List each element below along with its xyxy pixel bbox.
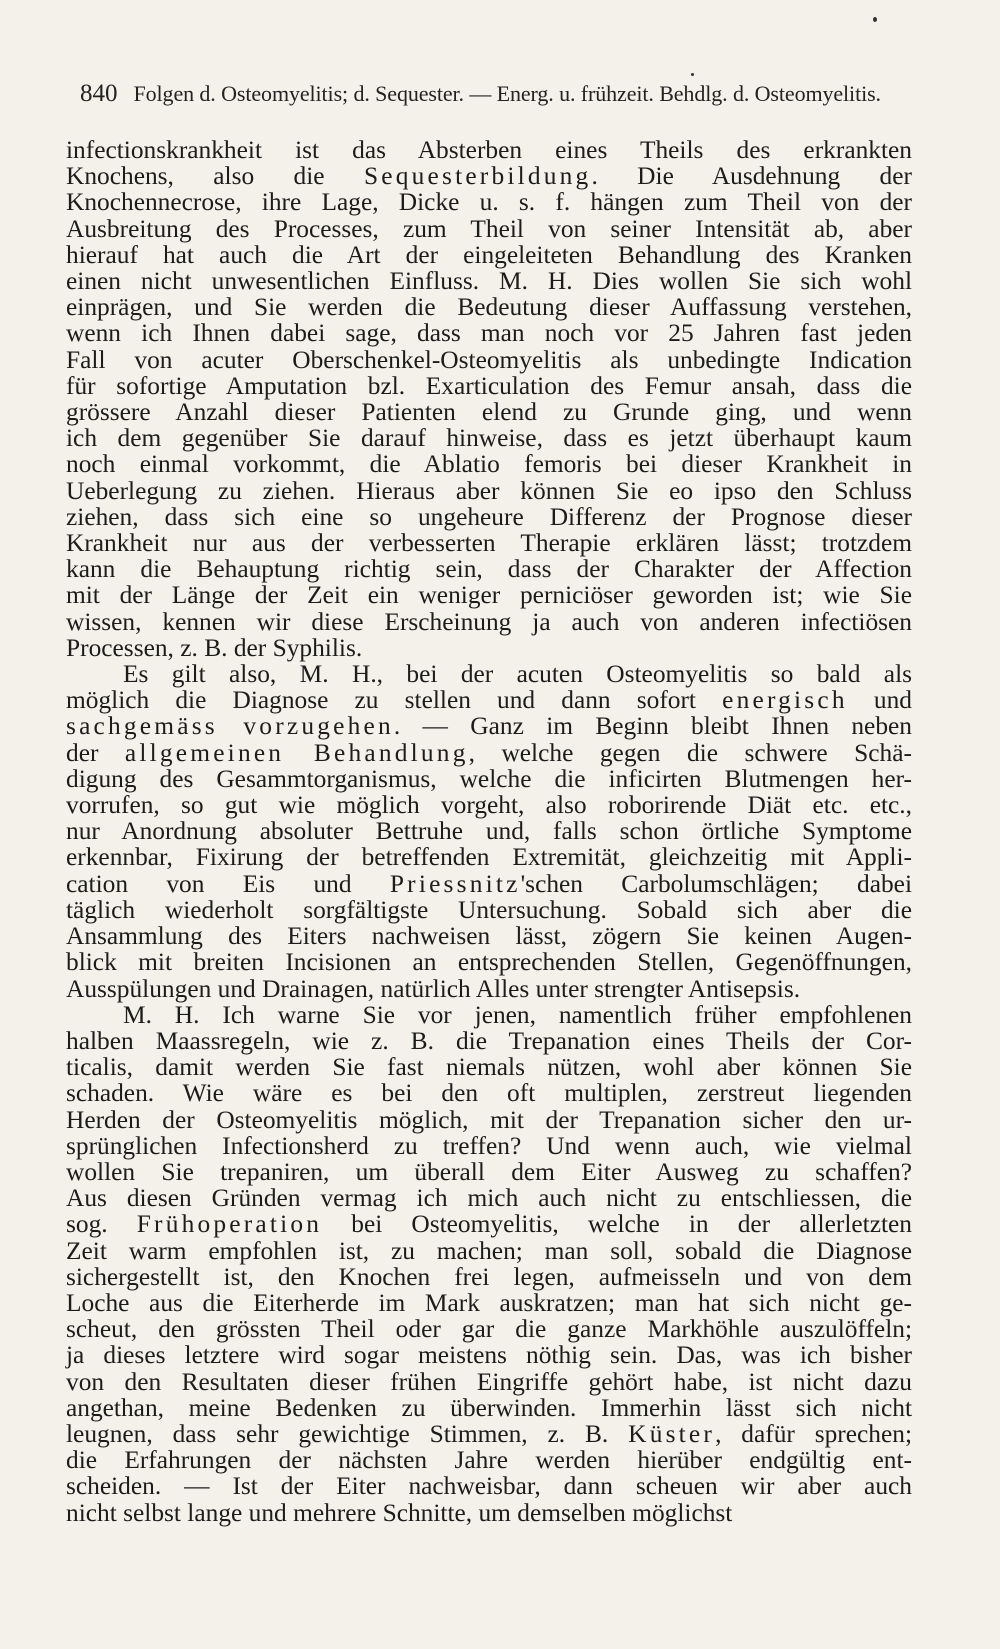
text-line	[66, 687, 912, 713]
text-line	[66, 189, 912, 215]
text-line	[66, 530, 912, 556]
text-segment: ja dieses letztere wird sogar meistens nöthig sein. Das, was ich bisher	[66, 1341, 912, 1370]
text-line	[66, 137, 912, 163]
text-segment: der	[66, 738, 125, 767]
text-segment: Ausbreitung des Processes, zum Theil von seiner Intensität ab, aber	[66, 214, 912, 243]
text-line	[66, 1447, 912, 1473]
text-segment: und	[847, 686, 912, 715]
text-line	[66, 216, 912, 242]
text-segment: noch einmal vorkommt, die Ablatio femoris bei dieser Krankheit in	[66, 450, 912, 479]
text-line	[66, 1500, 912, 1526]
text-segment: . — Ganz im Beginn bleibt Ihnen neben	[393, 712, 912, 741]
text-segment: bei Osteomyelitis, welche in der allerletzten	[322, 1210, 912, 1239]
text-segment: einprägen, und Sie werden die Bedeutung dieser Auffassung verstehen,	[66, 293, 912, 322]
page-number: 840	[80, 80, 118, 107]
spaced-emphasis: Priessnitz	[389, 869, 521, 898]
text-segment: wissen, kennen wir diese Erscheinung ja auch von anderen infectiösen	[66, 607, 912, 636]
spaced-emphasis: energisch	[722, 686, 848, 715]
text-line	[66, 1028, 912, 1054]
text-line	[66, 1054, 912, 1080]
text-line	[66, 635, 912, 661]
text-segment: wenn ich Ihnen dabei sage, dass man noch vor 25 Jahren fast jeden	[66, 319, 912, 348]
text-segment: ich dem gegenüber Sie darauf hinweise, dass es jetzt überhaupt kaum	[66, 424, 912, 453]
text-line	[66, 1133, 912, 1159]
text-line	[66, 1002, 912, 1028]
text-line	[66, 1080, 912, 1106]
text-segment: Knochens, also die	[66, 162, 364, 191]
text-line	[66, 1290, 912, 1316]
text-line	[66, 923, 912, 949]
text-line	[66, 1473, 912, 1499]
text-segment: halben Maassregeln, wie z. B. die Trepanation eines Theils der Cor-	[66, 1026, 912, 1055]
text-segment: Zeit warm empfohlen ist, zu machen; man soll, sobald die Diagnose	[66, 1236, 912, 1265]
text-line	[66, 163, 912, 189]
text-segment: nicht selbst lange und mehrere Schnitte, um demselben möglichst	[66, 1498, 733, 1527]
text-line	[66, 1342, 912, 1368]
text-segment: Processen, z. B. der Syphilis.	[66, 633, 363, 662]
text-line	[66, 1369, 912, 1395]
text-line	[66, 294, 912, 320]
text-segment: cation von Eis und	[66, 869, 390, 898]
text-line	[66, 1264, 912, 1290]
text-line	[66, 1185, 912, 1211]
text-line	[66, 1395, 912, 1421]
page-header	[80, 80, 915, 108]
running-head: Folgen d. Osteomyelitis; d. Sequester. — Energ. u. frühzeit. Behdlg. d. Osteomyelitis.	[133, 81, 881, 106]
spaced-emphasis: sachgemäss vorzugehen	[66, 712, 394, 741]
text-line	[66, 897, 912, 923]
text-line	[66, 320, 912, 346]
text-segment: leugnen, dass sehr gewichtige Stimmen, z. B.	[66, 1419, 629, 1448]
text-segment: Aus diesen Gründen vermag ich mich auch nicht zu entschliessen, die	[66, 1184, 912, 1213]
text-line	[66, 976, 912, 1002]
text-segment: Fall von acuter Oberschenkel-Osteomyelitis als unbedingte Indication	[66, 345, 912, 374]
text-line	[66, 504, 912, 530]
text-line	[66, 1316, 912, 1342]
text-segment: mit der Länge der Zeit ein weniger perniciöser geworden ist; wie Sie	[66, 581, 912, 610]
text-segment: nur Anordnung absoluter Bettruhe und, falls schon örtliche Symptome	[66, 817, 912, 846]
text-segment: Herden der Osteomyelitis möglich, mit der Trepanation sicher den ur-	[66, 1105, 912, 1134]
text-segment: täglich wiederholt sorgfältigste Untersuchung. Sobald sich aber die	[66, 895, 912, 924]
text-segment: wollen Sie trepaniren, um überall dem Eiter Ausweg zu schaffen?	[66, 1157, 912, 1186]
text-line	[66, 399, 912, 425]
text-segment: Ansammlung des Eiters nachweisen lässt, zögern Sie keinen Augen-	[66, 922, 912, 951]
text-segment: schaden. Wie wäre es bei den oft multiplen, zerstreut liegenden	[66, 1079, 912, 1108]
text-segment: Loche aus die Eiterherde im Mark auskratzen; man hat sich nicht ge-	[66, 1288, 912, 1317]
text-segment: blick mit breiten Incisionen an entsprechenden Stellen, Gegenöffnungen,	[66, 948, 912, 977]
text-line	[66, 347, 912, 373]
text-segment: scheut, den grössten Theil oder gar die ganze Markhöhle auszulöffeln;	[66, 1315, 912, 1344]
text-segment: die Erfahrungen der nächsten Jahre werden hierüber endgültig ent-	[66, 1446, 912, 1475]
text-line	[66, 373, 912, 399]
spaced-emphasis: Sequesterbildung	[363, 162, 592, 191]
text-line	[66, 582, 912, 608]
text-segment: Es gilt also, M. H., bei der acuten Osteomyelitis so bald als	[123, 660, 912, 689]
text-line	[66, 740, 912, 766]
text-segment: hierauf hat auch die Art der eingeleiteten Behandlung des Kranken	[66, 240, 912, 269]
ink-speck	[873, 17, 877, 22]
text-line	[66, 818, 912, 844]
body-text	[66, 137, 912, 1526]
text-line	[66, 1107, 912, 1133]
text-line	[66, 844, 912, 870]
spaced-emphasis: Frühoperation	[136, 1210, 323, 1239]
text-segment: Krankheit nur aus der verbesserten Therapie erklären lässt; trotzdem	[66, 529, 912, 558]
text-line	[66, 451, 912, 477]
text-segment: sprünglichen Infectionsherd zu treffen? Und wenn auch, wie vielmal	[66, 1131, 912, 1160]
text-segment: , welche gegen die schwere Schä-	[468, 738, 912, 767]
text-line	[66, 949, 912, 975]
text-segment: Ausspülungen und Drainagen, natürlich Alles unter strengter Antisepsis.	[66, 974, 801, 1003]
text-line	[66, 713, 912, 739]
text-segment: kann die Behauptung richtig sein, dass der Charakter der Affection	[66, 555, 912, 584]
text-line	[66, 871, 912, 897]
ink-speck	[691, 73, 694, 76]
text-segment: . Die Ausdehnung der	[591, 162, 912, 191]
text-segment: ticalis, damit werden Sie fast niemals nützen, wohl aber können Sie	[66, 1053, 912, 1082]
text-segment: grössere Anzahl dieser Patienten elend zu Grunde ging, und wenn	[66, 398, 912, 427]
text-segment: möglich die Diagnose zu stellen und dann sofort	[66, 686, 723, 715]
text-segment: 'schen Carbolumschlägen; dabei	[520, 869, 913, 898]
text-segment: , dafür sprechen;	[715, 1419, 912, 1448]
text-segment: für sofortige Amputation bzl. Exarticulation des Femur ansah, dass die	[66, 371, 912, 400]
text-segment: ziehen, dass sich eine so ungeheure Differenz der Prognose dieser	[66, 502, 912, 531]
text-segment: Ueberlegung zu ziehen. Hieraus aber können Sie eo ipso den Schluss	[66, 476, 912, 505]
text-line	[66, 1421, 912, 1447]
text-segment: infectionskrankheit ist das Absterben eines Theils des erkrankten	[66, 136, 912, 164]
text-segment: angethan, meine Bedenken zu überwinden. Immerhin lässt sich nicht	[66, 1393, 912, 1422]
text-line	[66, 661, 912, 687]
text-segment: sichergestellt ist, den Knochen frei legen, aufmeisseln und von dem	[66, 1262, 912, 1291]
text-segment: vorrufen, so gut wie möglich vorgeht, also roborirende Diät etc. etc.,	[66, 791, 912, 820]
text-line	[66, 1159, 912, 1185]
text-segment: einen nicht unwesentlichen Einfluss. M. H. Dies wollen Sie sich wohl	[66, 267, 912, 296]
text-segment: M. H. Ich warne Sie vor jenen, namentlich früher empfohlenen	[123, 1000, 912, 1029]
text-segment: digung des Gesammtorganismus, welche die inficirten Blutmengen her-	[66, 764, 912, 793]
text-line	[66, 1211, 912, 1237]
text-segment: von den Resultaten dieser frühen Eingriffe gehört habe, ist nicht dazu	[66, 1367, 912, 1396]
text-line	[66, 1238, 912, 1264]
spaced-emphasis: allgemeinen Behandlung	[124, 738, 469, 767]
text-line	[66, 478, 912, 504]
spaced-emphasis: Küster	[628, 1419, 716, 1448]
text-line	[66, 792, 912, 818]
text-line	[66, 609, 912, 635]
text-line	[66, 242, 912, 268]
text-line	[66, 556, 912, 582]
text-segment: erkennbar, Fixirung der betreffenden Extremität, gleichzeitig mit Appli-	[66, 843, 912, 872]
text-segment: sog.	[66, 1210, 137, 1239]
text-line	[66, 766, 912, 792]
text-line	[66, 425, 912, 451]
text-line	[66, 268, 912, 294]
text-segment: Knochennecrose, ihre Lage, Dicke u. s. f. hängen zum Theil von der	[66, 188, 912, 217]
text-segment: scheiden. — Ist der Eiter nachweisbar, dann scheuen wir aber auch	[66, 1472, 912, 1501]
